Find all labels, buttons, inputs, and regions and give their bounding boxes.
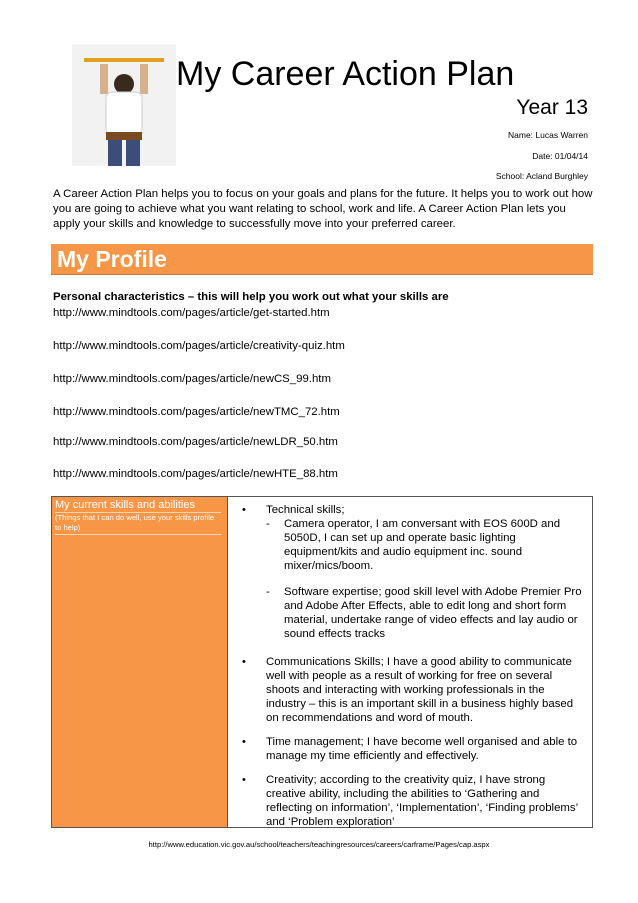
skill-subitem: Software expertise; good skill level with Adobe Premier Pro and Adobe After Effects, able to edit long and short form material, undertake range of video effects and lay audio or sound effects tracks — [284, 586, 582, 640]
skill-item: Technical skills; — [266, 504, 345, 516]
skills-title: My current skills and abilities — [55, 499, 195, 511]
resource-link[interactable]: http://www.mindtools.com/pages/article/get-started.htm — [53, 307, 330, 319]
dash: - — [266, 518, 270, 530]
skill-item: Time management; I have become well organised and able to manage my time efficiently and effectively. — [266, 736, 578, 762]
skills-subtitle: (Things that I can do well, use your skills profile to help) — [55, 513, 215, 532]
bullet: • — [242, 736, 246, 748]
intro-paragraph: A Career Action Plan helps you to focus on your goals and plans for the future. It helps you to work out how you are going to achieve what you want relating to school, work and life. A Career Action Plan lets you apply your skills and knowledge to successfully move into your preferred career. — [53, 188, 593, 230]
page-title: My Career Action Plan — [176, 55, 515, 93]
plan-date: Date: 01/04/14 — [532, 151, 588, 161]
skill-item: Communications Skills; I have a good ability to communicate well with people as a result of working for free on several shoots and interacting with working professionals in the industry – this is an important skill in a business highly based on recommendations and word of mouth. — [266, 656, 574, 724]
worker-photo — [72, 44, 176, 166]
bullet: • — [242, 774, 246, 786]
student-name: Name: Lucas Warren — [508, 130, 588, 140]
profile-section-header — [51, 244, 593, 275]
resource-link[interactable]: http://www.mindtools.com/pages/article/newTMC_72.htm — [53, 406, 340, 418]
bullet: • — [242, 504, 246, 516]
resource-link[interactable]: http://www.mindtools.com/pages/article/newLDR_50.htm — [53, 436, 338, 448]
skills-content-cell — [228, 497, 592, 827]
resource-link[interactable]: http://www.mindtools.com/pages/article/newCS_99.htm — [53, 373, 331, 385]
skills-label-cell — [52, 497, 228, 827]
profile-heading: My Profile — [57, 246, 167, 272]
source-footer: http://www.education.vic.gov.au/school/teachers/teachingresources/careers/carframe/Pages/cap.aspx — [148, 840, 490, 849]
year-label: Year 13 — [516, 96, 588, 119]
resource-link[interactable]: http://www.mindtools.com/pages/article/creativity-quiz.htm — [53, 340, 345, 352]
cell-divider — [55, 534, 221, 535]
skill-subitem: Camera operator, I am conversant with EOS 600D and 5050D, I can set up and operate basic lighting equipment/kits and audio equipment inc. sound mixer/mics/boom. — [284, 518, 561, 572]
bullet: • — [242, 656, 246, 668]
characteristics-heading: Personal characteristics – this will help you work out what your skills are — [53, 291, 449, 303]
resource-link[interactable]: http://www.mindtools.com/pages/article/newHTE_88.htm — [53, 468, 338, 480]
skill-item: Creativity; according to the creativity quiz, I have strong creative ability, including the abilities to ‘Gathering and reflecting on information’, ‘Implementation’, ‘Finding problems’ and ‘Problem exploration’ — [266, 774, 578, 828]
dash: - — [266, 586, 270, 598]
skills-table — [51, 496, 593, 828]
school-name: School: Acland Burghley — [495, 171, 588, 181]
